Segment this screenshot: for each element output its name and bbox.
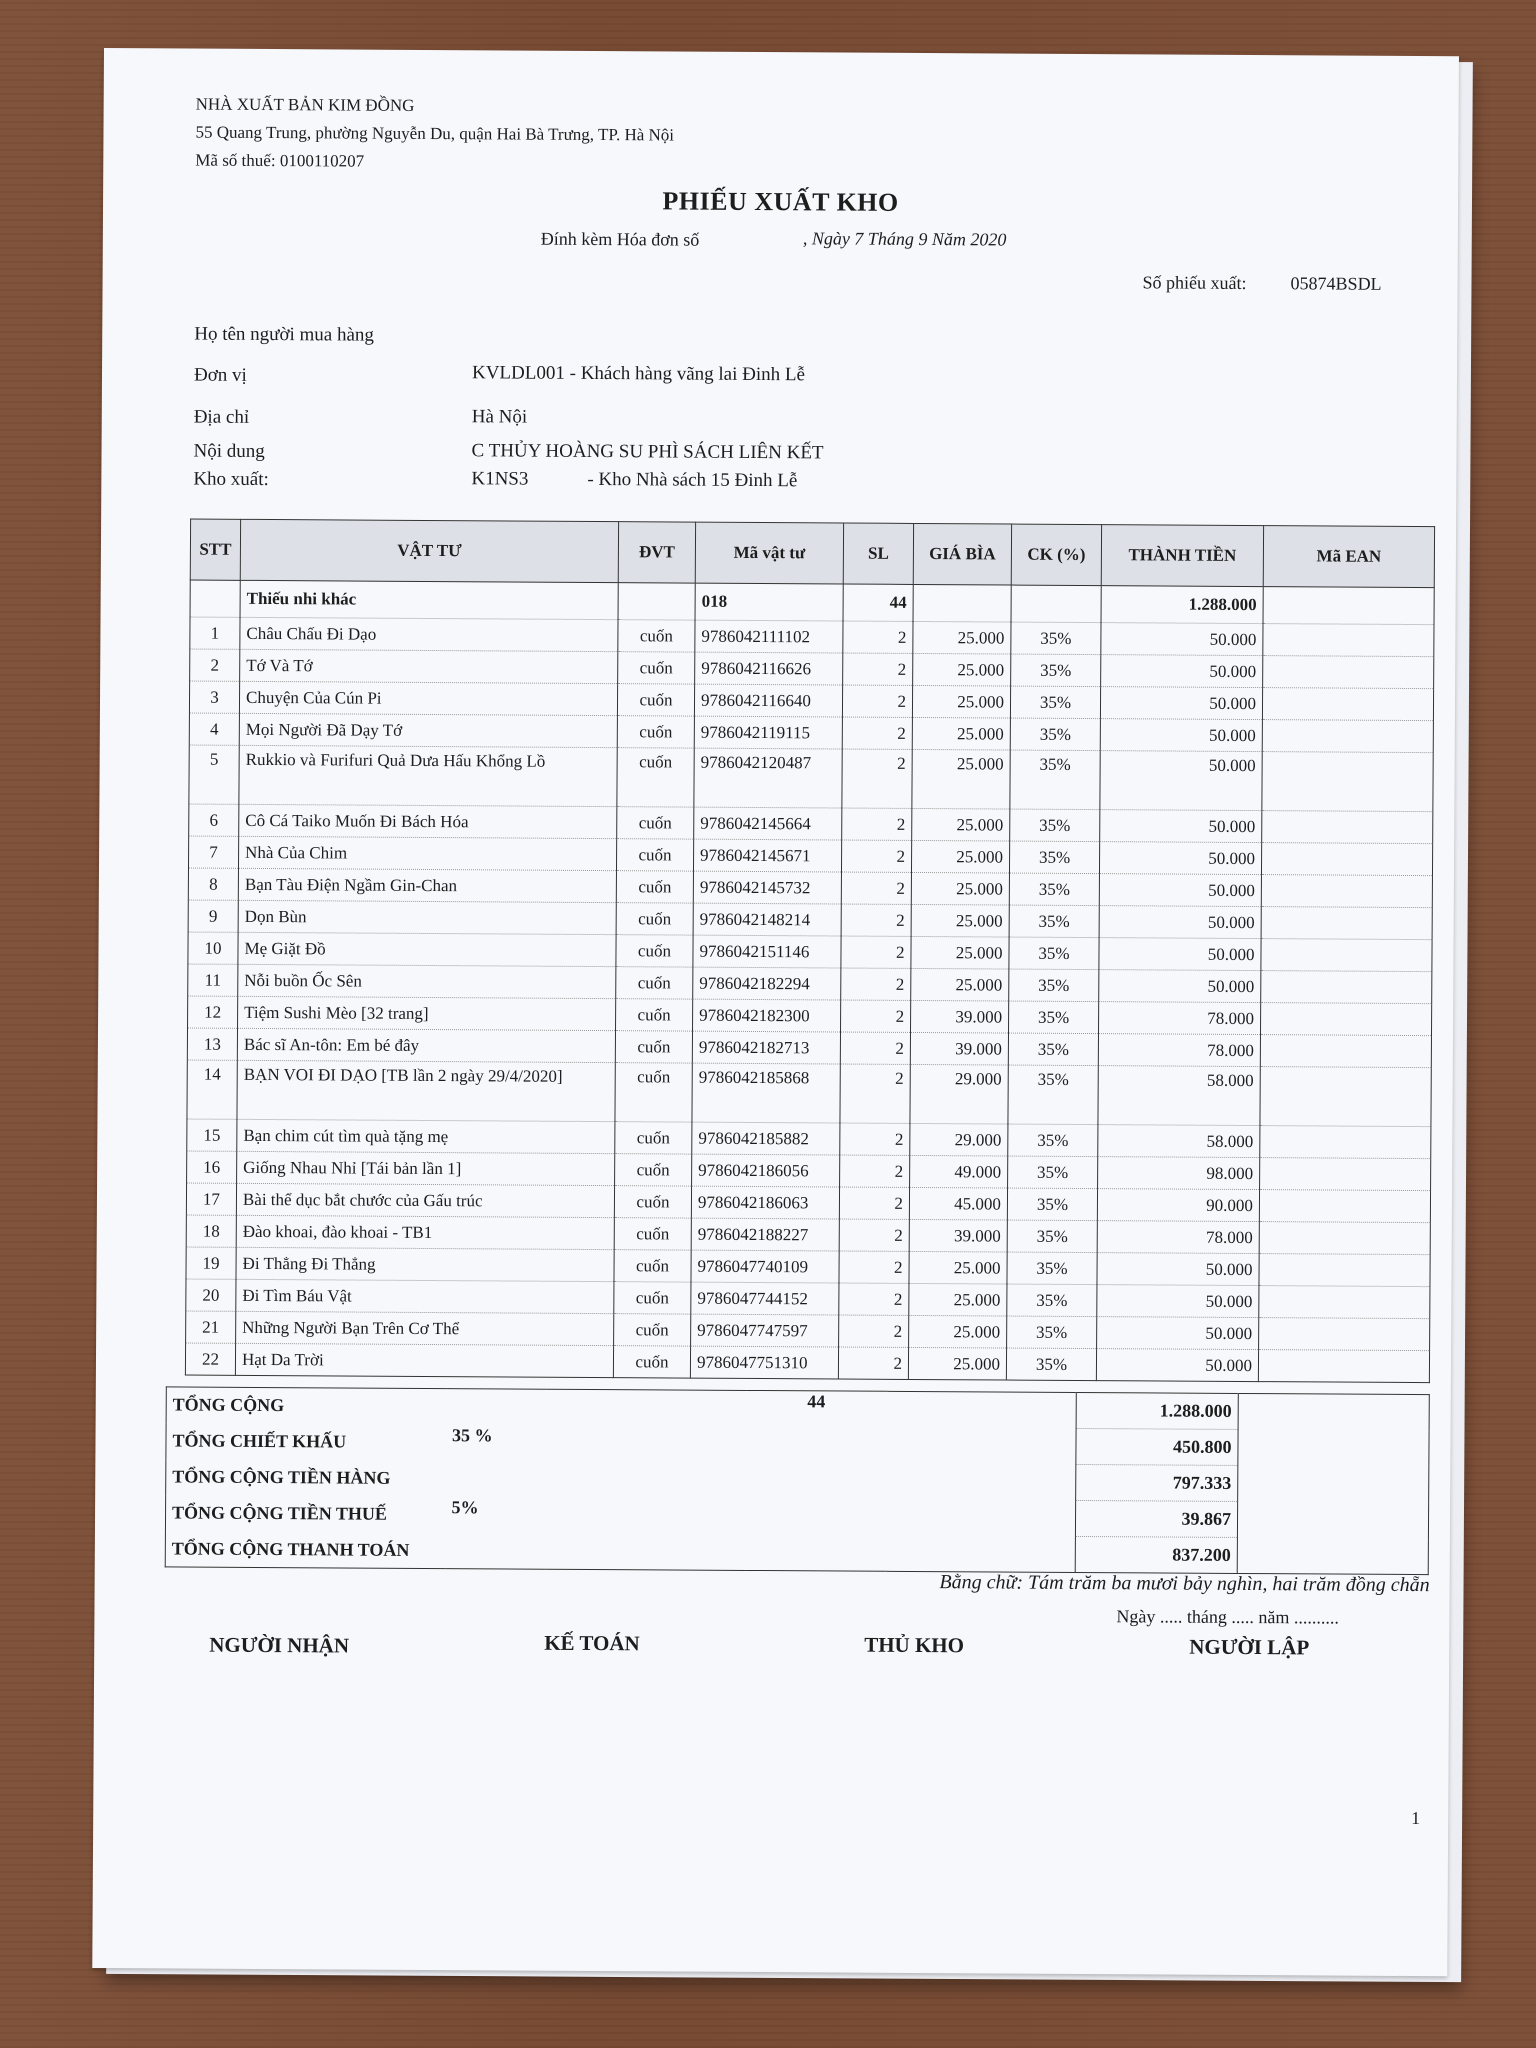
row-stt: 9 — [188, 900, 238, 932]
row-discount: 35% — [1006, 1348, 1096, 1381]
row-ean — [1260, 1003, 1431, 1036]
row-code: 9786047747597 — [691, 1314, 839, 1347]
row-code: 9786042145671 — [693, 839, 841, 872]
row-discount: 35% — [1009, 937, 1099, 970]
col-header-price: GIÁ BÌA — [913, 523, 1011, 585]
row-item-name: Nỗi buồn Ốc Sên — [238, 964, 616, 998]
goods-total-label: TỔNG CỘNG TIỀN HÀNG — [172, 1466, 391, 1488]
row-price: 25.000 — [911, 968, 1009, 1001]
row-discount: 35% — [1007, 1188, 1097, 1221]
row-amount: 78.000 — [1097, 1221, 1259, 1254]
row-stt: 19 — [186, 1247, 236, 1279]
row-price: 25.000 — [909, 1283, 1007, 1316]
row-stt: 16 — [187, 1151, 237, 1183]
row-discount: 35% — [1008, 1001, 1098, 1034]
row-item-name: BẠN VOI ĐI DẠO [TB lần 2 ngày 29/4/2020] — [237, 1060, 615, 1121]
tax-label: Mã số thuế: — [195, 150, 276, 171]
tax-code: 0100110207 — [279, 151, 365, 171]
row-price: 25.000 — [908, 1347, 1006, 1380]
row-unit: cuốn — [617, 748, 694, 807]
row-code: 9786042148214 — [693, 903, 841, 936]
col-header-amount: THÀNH TIỀN — [1101, 525, 1263, 587]
row-price: 39.000 — [910, 1032, 1008, 1065]
row-unit: cuốn — [617, 684, 694, 716]
row-ean — [1261, 875, 1432, 908]
publisher-name: NHÀ XUẤT BẢN KIM ĐỒNG — [195, 94, 415, 115]
row-stt: 13 — [187, 1028, 237, 1060]
row-price: 25.000 — [909, 1251, 1007, 1284]
row-unit: cuốn — [615, 1063, 692, 1122]
row-qty: 2 — [839, 1187, 909, 1219]
table-row — [187, 1060, 1431, 1127]
row-code: 9786042188227 — [691, 1218, 839, 1251]
row-stt: 17 — [186, 1183, 236, 1215]
row-ean — [1260, 1035, 1431, 1068]
row-code: 9786042182300 — [693, 999, 841, 1032]
row-code: 9786042151146 — [693, 935, 841, 968]
row-price: 25.000 — [912, 717, 1010, 750]
table-header-row — [190, 519, 1434, 588]
row-qty: 2 — [841, 904, 911, 936]
row-stt: 11 — [188, 964, 238, 996]
total-label: TỔNG CỘNG — [172, 1394, 285, 1416]
row-code: 9786047751310 — [690, 1346, 838, 1379]
row-unit: cuốn — [616, 871, 693, 903]
row-amount: 50.000 — [1099, 970, 1261, 1003]
row-ean — [1259, 1286, 1430, 1319]
row-code: 9786042182713 — [692, 1031, 840, 1064]
row-qty: 2 — [841, 872, 911, 904]
row-price: 25.000 — [909, 1315, 1007, 1348]
row-amount: 50.000 — [1097, 1317, 1259, 1350]
row-item-name: Bác sĩ An-tôn: Em bé đây — [237, 1028, 615, 1062]
table-row — [185, 1343, 1429, 1383]
row-amount: 50.000 — [1101, 623, 1263, 656]
row-code: 9786042119115 — [694, 716, 842, 749]
row-code: 9786042185882 — [692, 1122, 840, 1155]
row-ean — [1260, 1067, 1431, 1127]
attached-invoice-label: Đính kèm Hóa đơn số — [540, 228, 700, 250]
address-value: Hà Nội — [471, 406, 528, 428]
discount-label: TỔNG CHIẾT KHẤU — [172, 1430, 347, 1452]
row-ean — [1260, 1158, 1431, 1191]
row-unit: cuốn — [615, 1122, 692, 1154]
row-item-name: Giống Nhau Nhỉ [Tái bản lần 1] — [237, 1151, 615, 1185]
row-ean — [1259, 1222, 1430, 1255]
row-unit: cuốn — [616, 935, 693, 967]
row-ean — [1260, 1126, 1431, 1159]
row-code: 9786042116640 — [694, 684, 842, 717]
row-amount: 58.000 — [1098, 1066, 1260, 1126]
row-price: 45.000 — [909, 1187, 1007, 1220]
row-stt: 7 — [188, 836, 238, 868]
row-unit: cuốn — [616, 967, 693, 999]
row-amount: 98.000 — [1098, 1157, 1260, 1190]
row-qty: 2 — [841, 1000, 911, 1032]
row-item-name: Đi Thẳng Đi Thẳng — [236, 1247, 614, 1281]
row-code: 9786042145732 — [693, 871, 841, 904]
row-stt: 1 — [190, 617, 240, 649]
row-stt: 15 — [187, 1119, 237, 1151]
row-ean — [1262, 720, 1433, 753]
row-discount: 35% — [1010, 686, 1100, 719]
row-item-name: Tớ Và Tớ — [240, 649, 618, 683]
row-stt: 12 — [188, 996, 238, 1028]
col-header-ean: Mã EAN — [1263, 526, 1434, 588]
row-ean — [1259, 1190, 1430, 1223]
row-qty: 2 — [840, 1064, 910, 1123]
row-qty: 2 — [839, 1315, 909, 1347]
row-discount: 35% — [1009, 905, 1099, 938]
row-qty: 2 — [842, 808, 912, 840]
row-unit: cuốn — [614, 1250, 691, 1282]
col-header-qty: SL — [843, 523, 913, 584]
row-unit: cuốn — [616, 839, 693, 871]
row-price: 39.000 — [911, 1000, 1009, 1033]
row-qty: 2 — [840, 1155, 910, 1187]
row-stt: 8 — [188, 868, 238, 900]
row-qty: 2 — [838, 1347, 908, 1379]
row-stt: 18 — [186, 1215, 236, 1247]
row-amount: 90.000 — [1097, 1189, 1259, 1222]
row-code: 9786047744152 — [691, 1282, 839, 1315]
row-unit: cuốn — [613, 1346, 690, 1378]
row-qty: 2 — [843, 621, 913, 653]
total-amount: 1.288.000 — [1076, 1392, 1238, 1429]
row-ean — [1259, 1318, 1430, 1351]
group-unit — [618, 583, 695, 620]
col-header-stt: STT — [190, 519, 240, 580]
signature-storekeeper: THỦ KHO — [864, 1632, 965, 1658]
row-ean — [1261, 939, 1432, 972]
group-name: Thiếu nhi khác — [240, 580, 618, 619]
tax-rate: 5% — [451, 1496, 479, 1517]
group-qty: 44 — [843, 584, 913, 621]
row-code: 9786042116626 — [695, 652, 843, 685]
warehouse-label: Kho xuất: — [193, 468, 269, 491]
row-discount: 35% — [1008, 1065, 1098, 1125]
row-amount: 50.000 — [1100, 719, 1262, 752]
content-value: C THỦY HOÀNG SU PHÌ SÁCH LIÊN KẾT — [471, 440, 824, 464]
row-unit: cuốn — [617, 716, 694, 748]
row-unit: cuốn — [618, 620, 695, 652]
row-discount: 35% — [1007, 1316, 1097, 1349]
row-qty: 2 — [841, 968, 911, 1000]
row-qty: 2 — [841, 840, 911, 872]
row-item-name: Hạt Da Trời — [235, 1343, 613, 1377]
row-unit: cuốn — [615, 1031, 692, 1063]
row-price: 25.000 — [911, 904, 1009, 937]
row-amount: 50.000 — [1097, 1253, 1259, 1286]
row-stt: 5 — [189, 745, 239, 804]
row-qty: 2 — [843, 653, 913, 685]
row-stt: 14 — [187, 1060, 237, 1119]
row-stt: 21 — [186, 1311, 236, 1343]
row-ean — [1262, 688, 1433, 721]
row-price: 25.000 — [913, 621, 1011, 654]
row-discount: 35% — [1011, 654, 1101, 687]
row-item-name: Chuyện Của Cún Pi — [239, 681, 617, 715]
row-code: 9786042186063 — [691, 1186, 839, 1219]
row-amount: 50.000 — [1100, 751, 1262, 811]
row-amount: 50.000 — [1096, 1349, 1258, 1382]
row-ean — [1261, 843, 1432, 876]
row-item-name: Đi Tìm Báu Vật — [236, 1279, 614, 1313]
row-unit: cuốn — [614, 1282, 691, 1314]
row-price: 25.000 — [912, 685, 1010, 718]
row-qty: 2 — [839, 1251, 909, 1283]
col-header-item: VẬT TƯ — [240, 519, 618, 582]
row-unit: cuốn — [614, 1218, 691, 1250]
row-amount: 50.000 — [1099, 906, 1261, 939]
row-qty: 2 — [840, 1123, 910, 1155]
group-amount: 1.288.000 — [1101, 586, 1263, 624]
row-code: 9786042185868 — [692, 1063, 840, 1123]
row-ean — [1261, 907, 1432, 940]
row-item-name: Nhà Của Chim — [238, 836, 616, 870]
col-header-unit: ĐVT — [618, 522, 695, 583]
amount-in-words: Bằng chữ: Tám trăm ba mươi bảy nghìn, hai trăm đồng chẵn — [939, 1571, 1430, 1597]
document-date: , Ngày 7 Tháng 9 Năm 2020 — [802, 228, 1007, 250]
row-price: 39.000 — [909, 1219, 1007, 1252]
row-unit: cuốn — [616, 903, 693, 935]
row-discount: 35% — [1008, 1156, 1098, 1189]
row-item-name: Dọn Bùn — [238, 900, 616, 934]
page-number: 1 — [1411, 1808, 1421, 1829]
row-qty: 2 — [839, 1283, 909, 1315]
row-stt: 20 — [186, 1279, 236, 1311]
row-amount: 50.000 — [1097, 1285, 1259, 1318]
items-table — [185, 519, 1435, 1384]
row-amount: 50.000 — [1101, 655, 1263, 688]
row-discount: 35% — [1010, 718, 1100, 751]
row-unit: cuốn — [618, 652, 695, 684]
discount-amount: 450.800 — [1076, 1428, 1238, 1465]
row-item-name: Những Người Bạn Trên Cơ Thể — [236, 1311, 614, 1345]
row-amount: 58.000 — [1098, 1125, 1260, 1158]
row-discount: 35% — [1007, 1284, 1097, 1317]
row-ean — [1258, 1350, 1429, 1383]
group-ean — [1263, 587, 1434, 625]
col-header-code: Mã vật tư — [695, 522, 843, 584]
row-price: 25.000 — [911, 936, 1009, 969]
row-discount: 35% — [1009, 841, 1099, 874]
row-stt: 3 — [189, 681, 239, 713]
row-discount: 35% — [1009, 969, 1099, 1002]
row-qty: 2 — [841, 936, 911, 968]
row-stt: 22 — [185, 1343, 235, 1375]
row-code: 9786042186056 — [692, 1154, 840, 1187]
tax-total-label: TỔNG CỘNG TIỀN THUẾ — [171, 1502, 388, 1524]
row-item-name: Châu Chấu Đi Dạo — [240, 617, 618, 651]
unit-label: Đơn vị — [193, 364, 247, 386]
row-code: 9786042145664 — [694, 807, 842, 840]
row-item-name: Đào khoai, đào khoai - TB1 — [236, 1215, 614, 1249]
row-price: 29.000 — [910, 1123, 1008, 1156]
row-ean — [1262, 752, 1433, 812]
row-unit: cuốn — [614, 1186, 691, 1218]
unit-value: KVLDL001 - Khách hàng vãng lai Đinh Lễ — [471, 362, 806, 386]
row-amount: 50.000 — [1099, 874, 1261, 907]
row-code: 9786042111102 — [695, 620, 843, 653]
row-amount: 50.000 — [1099, 842, 1261, 875]
row-price: 29.000 — [910, 1064, 1008, 1124]
group-stt — [190, 580, 240, 617]
payment-label: TỔNG CỘNG THANH TOÁN — [171, 1538, 410, 1560]
voucher-number-label: Số phiếu xuất: — [1142, 272, 1247, 293]
payment-row — [165, 1531, 1428, 1575]
row-amount: 78.000 — [1098, 1034, 1260, 1067]
row-stt: 2 — [190, 649, 240, 681]
publisher-address: 55 Quang Trung, phường Nguyễn Du, quận Hai Bà Trưng, TP. Hà Nội — [195, 122, 675, 145]
row-item-name: Bạn Tàu Điện Ngầm Gin-Chan — [238, 868, 616, 902]
voucher-number: 05874BSDL — [1290, 273, 1382, 294]
address-label: Địa chỉ — [193, 406, 250, 428]
row-discount: 35% — [1009, 873, 1099, 906]
row-discount: 35% — [1010, 750, 1100, 810]
row-discount: 35% — [1007, 1252, 1097, 1285]
row-price: 25.000 — [913, 653, 1011, 686]
row-unit: cuốn — [616, 999, 693, 1031]
row-amount: 50.000 — [1100, 687, 1262, 720]
col-header-discount: CK (%) — [1011, 524, 1101, 586]
row-discount: 35% — [1008, 1124, 1098, 1157]
row-item-name: Mẹ Giặt Đồ — [238, 932, 616, 966]
signature-preparer: NGƯỜI LẬP — [1189, 1634, 1310, 1660]
goods-total-amount: 797.333 — [1076, 1464, 1238, 1501]
row-price: 25.000 — [911, 840, 1009, 873]
row-ean — [1259, 1254, 1430, 1287]
row-code: 9786042120487 — [694, 748, 842, 808]
row-code: 9786047740109 — [691, 1250, 839, 1283]
signature-receiver: NGƯỜI NHẬN — [209, 1632, 350, 1658]
delivery-note-page — [92, 48, 1459, 1976]
row-discount: 35% — [1008, 1033, 1098, 1066]
warehouse-name: - Kho Nhà sách 15 Đinh Lễ — [587, 468, 798, 492]
row-qty: 2 — [840, 1032, 910, 1064]
table-row — [189, 745, 1433, 812]
warehouse-code: K1NS3 — [471, 468, 529, 490]
row-discount: 35% — [1007, 1220, 1097, 1253]
row-item-name: Tiệm Sushi Mèo [32 trang] — [238, 996, 616, 1030]
row-ean — [1262, 811, 1433, 844]
row-item-name: Bạn chim cút tìm quà tặng mẹ — [237, 1119, 615, 1153]
row-price: 25.000 — [912, 808, 1010, 841]
row-amount: 50.000 — [1099, 938, 1261, 971]
row-stt: 10 — [188, 932, 238, 964]
row-qty: 2 — [842, 749, 912, 808]
group-discount — [1011, 585, 1101, 623]
row-item-name: Mọi Người Đã Dạy Tớ — [239, 713, 617, 747]
row-code: 9786042182294 — [693, 967, 841, 1000]
date-line: Ngày ..... tháng ..... năm .......... — [1116, 1606, 1339, 1628]
row-ean — [1263, 656, 1434, 689]
row-item-name: Bài thể dục bắt chước của Gấu trúc — [236, 1183, 614, 1217]
row-ean — [1261, 971, 1432, 1004]
row-unit: cuốn — [614, 1314, 691, 1346]
buyer-label: Họ tên người mua hàng — [194, 323, 375, 346]
row-price: 25.000 — [911, 872, 1009, 905]
row-unit: cuốn — [615, 1154, 692, 1186]
total-qty: 44 — [807, 1391, 826, 1412]
row-amount: 50.000 — [1100, 810, 1262, 843]
row-stt: 6 — [189, 804, 239, 836]
row-qty: 2 — [842, 685, 912, 717]
row-qty: 2 — [842, 717, 912, 749]
group-code: 018 — [695, 583, 843, 621]
row-price: 25.000 — [912, 749, 1010, 809]
row-item-name: Rukkio và Furifuri Quả Dưa Hấu Khổng Lồ — [239, 745, 617, 806]
row-qty: 2 — [839, 1219, 909, 1251]
payment-amount: 837.200 — [1075, 1536, 1237, 1573]
document-title: PHIẾU XUẤT KHO — [662, 186, 899, 217]
row-price: 49.000 — [910, 1155, 1008, 1188]
row-amount: 78.000 — [1098, 1002, 1260, 1035]
discount-rate: 35 % — [451, 1424, 493, 1445]
row-unit: cuốn — [617, 807, 694, 839]
publisher-tax — [195, 151, 364, 172]
row-item-name: Cô Cá Taiko Muốn Đi Bách Hóa — [239, 804, 617, 838]
group-price — [913, 584, 1011, 622]
tax-amount: 39.867 — [1075, 1500, 1237, 1537]
row-stt: 4 — [189, 713, 239, 745]
signature-accountant: KẾ TOÁN — [544, 1630, 640, 1656]
row-discount: 35% — [1010, 809, 1100, 842]
totals-table — [165, 1386, 1430, 1575]
row-discount: 35% — [1011, 622, 1101, 655]
row-ean — [1263, 624, 1434, 657]
content-label: Nội dung — [193, 440, 265, 462]
